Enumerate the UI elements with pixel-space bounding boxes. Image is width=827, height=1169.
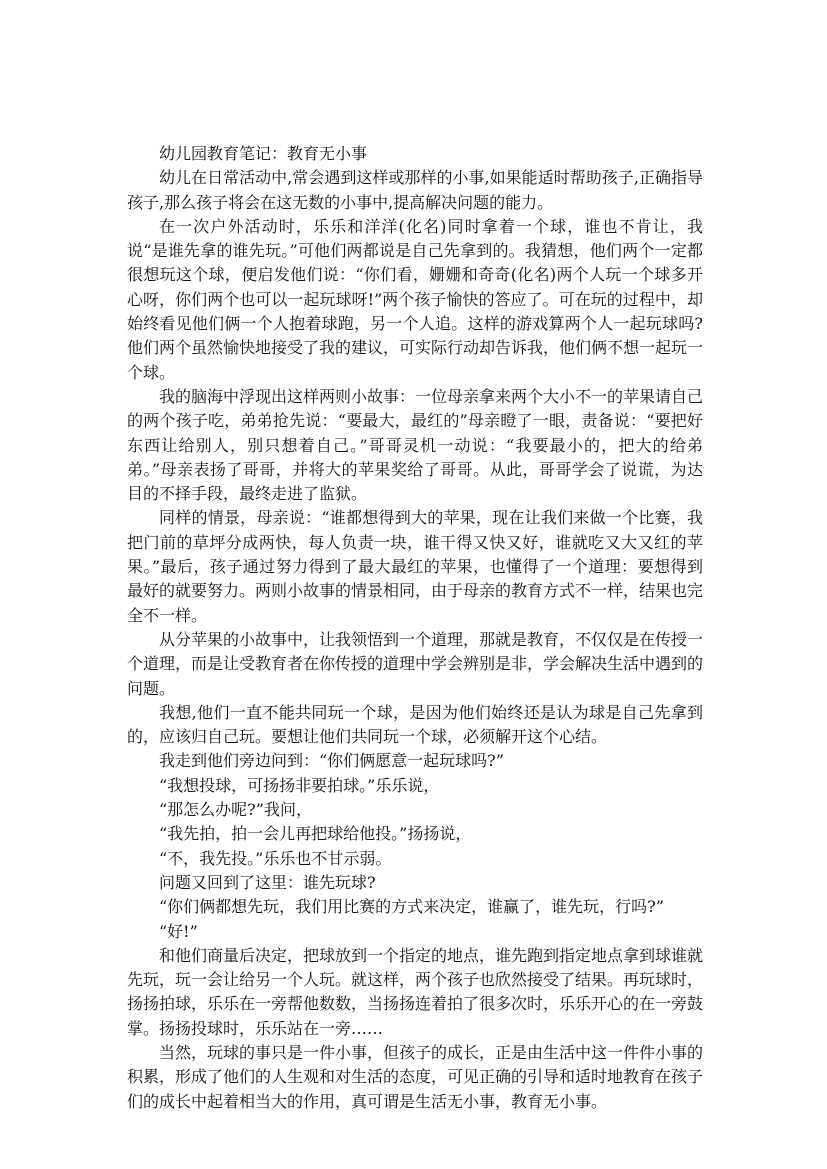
paragraph: 幼儿在日常活动中,常会遇到这样或那样的小事,如果能适时帮助孩子,正确指导孩子,那么孩子将会在这无数的小事中,提高解决问题的能力。 bbox=[127, 168, 703, 212]
paragraph: 我的脑海中浮现出这样两则小故事：一位母亲拿来两个大小不一的苹果请自己的两个孩子吃，弟弟抢先说：“要最大，最红的”母亲瞪了一眼，责备说：“要把好东西让给别人，别只想着自己。”哥哥灵机一动说：“我要最小的，把大的给弟弟。”母亲表扬了哥哥，并将大的苹果奖给了哥哥。从此，哥哥学会了说谎，为达目的不择手段，最终走进了监狱。 bbox=[127, 386, 704, 504]
paragraph: 问题又回到了这里：谁先玩球? bbox=[159, 872, 376, 892]
dialogue-line: “我想投球，可扬扬非要拍球。”乐乐说， bbox=[159, 775, 440, 795]
dialogue-line: “你们俩都想先玩，我们用比赛的方式来决定，谁赢了，谁先玩，行吗?” bbox=[159, 897, 664, 917]
paragraph: 我想,他们一直不能共同玩一个球，是因为他们始终还是认为球是自己先拿到的，应该归自己玩。要想让他们共同玩一个球，必须解开这个心结。 bbox=[127, 702, 703, 747]
dialogue-line: “我先拍，拍一会儿再把球给他投。”扬扬说， bbox=[159, 824, 472, 844]
paragraph: 当然，玩球的事只是一件小事，但孩子的成长，正是由生活中这一件件小事的积累，形成了他们的人生观和对生活的态度，可见正确的引导和适时地教育在孩子们的成长中起着相当大的作用，真可谓是生活无小事，教育无小事。 bbox=[127, 1042, 704, 1111]
paragraph: 在一次户外活动时，乐乐和洋洋(化名)同时拿着一个球，谁也不肯让，我说“是谁先拿的谁先玩。”可他们两都说是自己先拿到的。我猜想，他们两个一定都很想玩这个球，便启发他们说：“你们看，姗姗和奇奇(化名)两个人玩一个球多开心呀，你们两个也可以一起玩球呀!”两个孩子愉快的答应了。可在玩的过程中，却始终看见他们俩一个人抱着球跑，另一个人追。这样的游戏算两个人一起玩球吗?他们两个虽然愉快地接受了我的建议，可实际行动却告诉我，他们俩不想一起玩一个球。 bbox=[127, 216, 704, 382]
document-title: 幼儿园教育笔记：教育无小事 bbox=[159, 144, 368, 163]
paragraph: 同样的情景，母亲说：“谁都想得到大的苹果，现在让我们来做一个比赛，我把门前的草坪分成两快，每人负责一块，谁干得又快又好，谁就吃又大又红的苹果。”最后，孩子通过努力得到了最大最红的苹果，也懂得了一个道理：要想得到最好的就要努力。两则小故事的情景相同，由于母亲的教育方式不一样，结果也完全不一样。 bbox=[127, 508, 704, 625]
dialogue-line: “那怎么办呢?”我问， bbox=[159, 800, 312, 820]
paragraph: 和他们商量后决定，把球放到一个指定的地点，谁先跑到指定地点拿到球谁就先玩，玩一会让给另一个人玩。就这样，两个孩子也欣然接受了结果。再玩球时，扬扬拍球，乐乐在一旁帮他数数，当扬扬连着拍了很多次时，乐乐开心的在一旁鼓掌。扬扬投球时，乐乐站在一旁…… bbox=[127, 945, 704, 1038]
paragraph: 从分苹果的小故事中，让我领悟到一个道理，那就是教育，不仅仅是在传授一个道理，而是让受教育者在你传授的道理中学会辨别是非，学会解决生活中遇到的问题。 bbox=[127, 629, 704, 698]
paragraph: 我走到他们旁边问到：“你们俩愿意一起玩球吗?” bbox=[159, 751, 504, 771]
dialogue-line: “好!” bbox=[159, 921, 198, 941]
dialogue-line: “不，我先投。”乐乐也不甘示弱。 bbox=[159, 848, 392, 868]
document-page bbox=[127, 142, 703, 1114]
